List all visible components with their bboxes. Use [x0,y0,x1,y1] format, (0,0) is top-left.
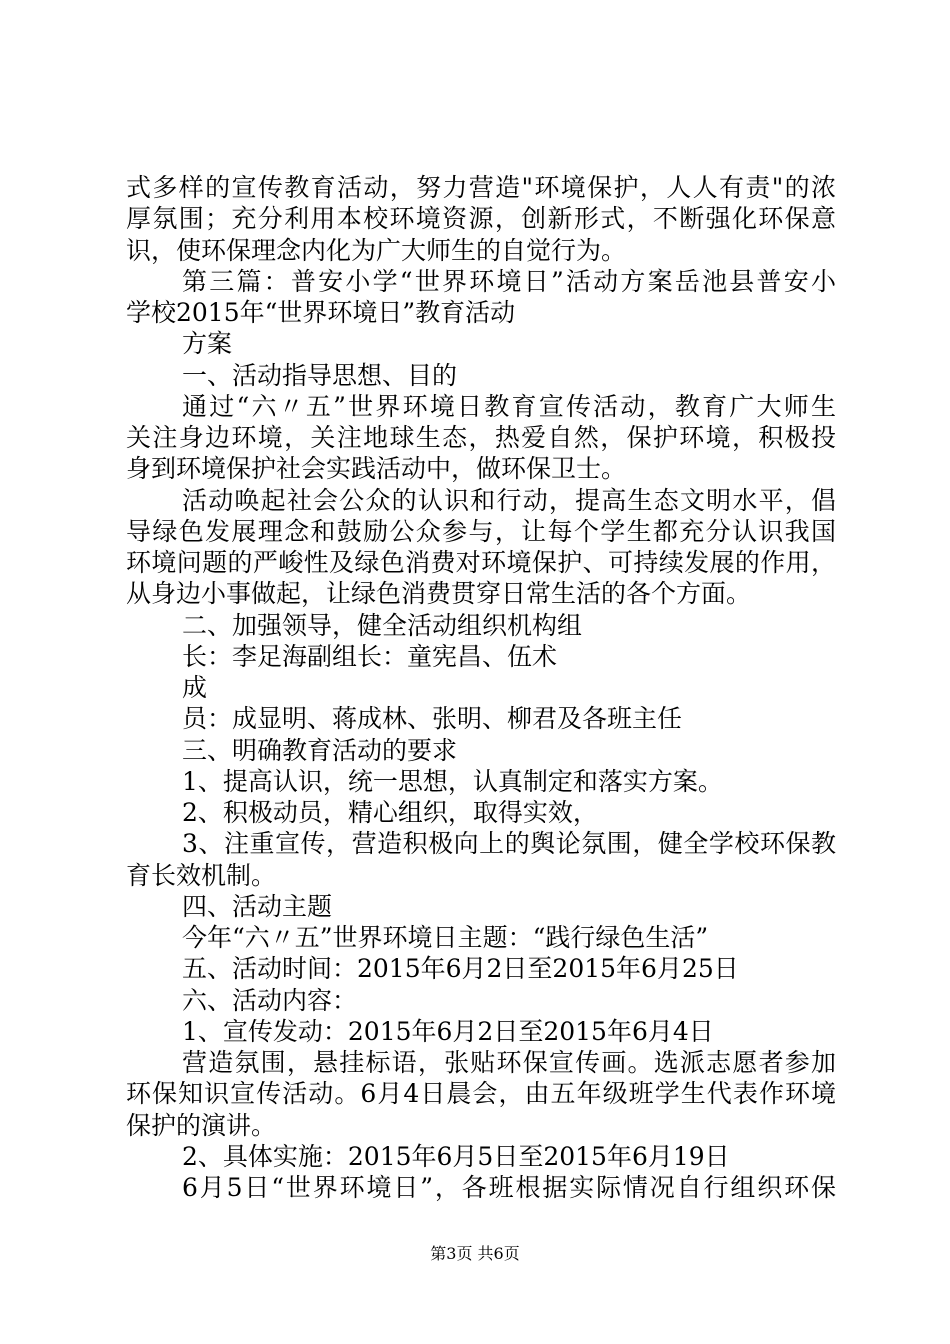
text-line: 式多样的宣传教育活动，努力营造"环境保护，人人有责"的浓 [126,173,836,202]
text-line: 关注身边环境，关注地球生态，热爱自然，保护环境，积极投 [126,423,836,452]
text-line: 方案 [182,329,233,359]
text-line: 导绿色发展理念和鼓励公众参与，让每个学生都充分认识我国 [126,516,836,546]
text-line: 六、活动内容： [182,985,358,1015]
text-line: 环境问题的严峻性及绿色消费对环境保护、可持续发展的作用， [126,548,836,577]
text-line: 第三篇：普安小学“世界环境日”活动方案岳池县普安小 [182,266,836,296]
text-line: 长：李足海副组长：童宪昌、伍术 [182,641,558,671]
text-line: 环保知识宣传活动。6月4日晨会，由五年级班学生代表作环境 [126,1079,836,1109]
text-line: 一、活动指导思想、目的 [182,360,458,390]
document-body [126,172,836,1203]
text-line: 活动唤起社会公众的认识和行动，提高生态文明水平，倡 [182,485,836,515]
text-line: 五、活动时间：2015年6月2日至2015年6月25日 [182,954,739,984]
text-line: 2、具体实施：2015年6月5日至2015年6月19日 [182,1141,730,1171]
page-footer: 第3页 共6页 [430,1244,520,1263]
text-line: 成 [182,673,208,702]
text-line: 从身边小事做起，让绿色消费贯穿日常生活的各个方面。 [126,579,752,609]
text-line: 通过“六〃五”世界环境日教育宣传活动，教育广大师生 [182,391,836,421]
text-line: 1、宣传发动：2015年6月2日至2015年6月4日 [182,1016,714,1046]
text-line: 3、注重宣传，营造积极向上的舆论氛围，健全学校环保教 [182,829,836,859]
text-line: 学校2015年“世界环境日”教育活动 [126,298,516,327]
text-line: 1、提高认识，统一思想，认真制定和落实方案。 [182,766,723,796]
text-line: 四、活动主题 [182,891,333,921]
text-line: 营造氛围，悬挂标语，张贴环保宣传画。选派志愿者参加 [182,1048,836,1077]
text-line: 二、加强领导，健全活动组织机构组 [182,610,583,640]
text-line: 识，使环保理念内化为广大师生的自觉行为。 [126,235,627,265]
text-line: 2、积极动员，精心组织，取得实效， [182,798,598,827]
text-line: 育长效机制。 [126,860,277,890]
text-line: 三、明确教育活动的要求 [182,735,458,765]
text-line: 员：成显明、蒋成林、张明、柳君及各班主任 [182,704,683,734]
text-line: 身到环境保护社会实践活动中，做环保卫士。 [126,454,627,484]
text-line: 保护的演讲。 [126,1110,277,1140]
text-line: 今年“六〃五”世界环境日主题：“践行绿色生活” [182,923,709,952]
text-line: 6月5日“世界环境日”，各班根据实际情况自行组织环保 [182,1173,836,1202]
text-line: 厚氛围；充分利用本校环境资源，创新形式，不断强化环保意 [126,204,836,234]
